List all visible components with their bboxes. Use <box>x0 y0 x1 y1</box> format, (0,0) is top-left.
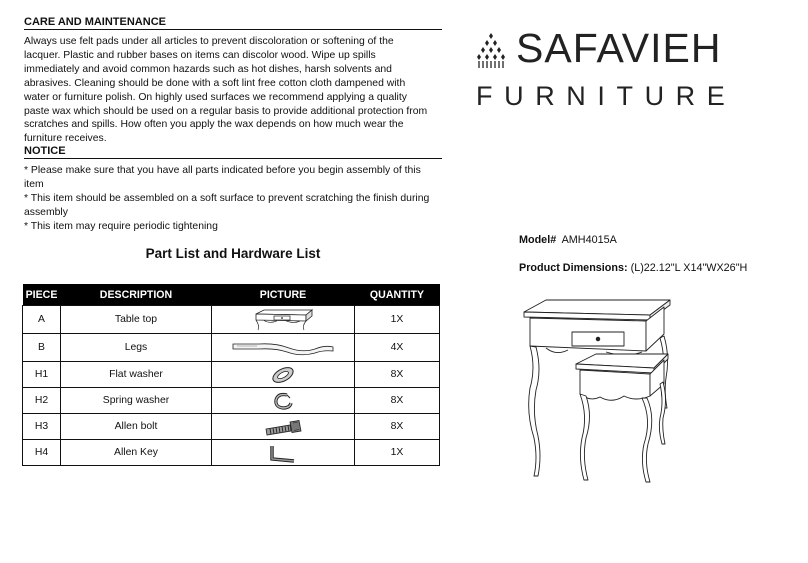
picture-cell <box>212 414 355 440</box>
quantity-cell: 4X <box>355 334 440 362</box>
table-row <box>23 306 440 334</box>
piece-cell: H1 <box>23 362 61 388</box>
picture-cell <box>212 388 355 414</box>
description-cell: Spring washer <box>61 388 212 414</box>
brand-name: SAFAVIEH <box>516 25 722 71</box>
description-cell: Allen bolt <box>61 414 212 440</box>
flat-washer-icon <box>268 365 298 385</box>
part-list-title: Part List and Hardware List <box>145 246 321 261</box>
care-line: lacquer. Plastic and rubber bases on items can discolor wood. Wipe up spills <box>24 49 376 61</box>
care-line: Always use felt pads under all articles to prevent discoloration or softening of the <box>24 36 394 47</box>
quantity-cell: 1X <box>355 440 440 466</box>
dimensions-line <box>519 262 747 274</box>
brand-subtitle: FURNITURE <box>476 81 737 111</box>
description-cell: Legs <box>61 334 212 362</box>
care-heading: CARE AND MAINTENANCE <box>24 16 442 30</box>
notice-line: item <box>24 178 44 190</box>
table-row <box>23 334 440 362</box>
notice-line: assembly <box>24 206 68 218</box>
dimensions-label: Product Dimensions: <box>519 262 628 274</box>
column-header-description: DESCRIPTION <box>61 284 212 306</box>
dimensions-value: (L)22.12"L X14"WX26"H <box>630 262 748 274</box>
piece-cell: A <box>23 306 61 334</box>
picture-cell <box>212 362 355 388</box>
part-list-table <box>22 284 440 466</box>
table-row <box>23 388 440 414</box>
notice-heading: NOTICE <box>24 145 442 159</box>
description-cell: Allen Key <box>61 440 212 466</box>
care-line: abrasives. Cleaning should be done with a soft lint free cotton cloth dampened with <box>24 77 406 89</box>
notice-line: * This item may require periodic tightening <box>24 220 218 232</box>
brand-mark-icon <box>474 31 510 69</box>
piece-cell: H2 <box>23 388 61 414</box>
table-row <box>23 362 440 388</box>
table-top-icon <box>252 308 314 332</box>
piece-cell: H3 <box>23 414 61 440</box>
leg-icon <box>231 339 335 357</box>
care-line: paste wax which should be used on a regular basis to provide additional protection from <box>24 105 428 117</box>
quantity-cell: 8X <box>355 362 440 388</box>
column-header-picture: PICTURE <box>212 284 355 306</box>
care-paragraph <box>24 35 442 146</box>
model-value: AMH4015A <box>561 234 617 246</box>
notice-line: * This item should be assembled on a soft surface to prevent scratching the finish during <box>24 192 430 204</box>
piece-cell: H4 <box>23 440 61 466</box>
nesting-tables-illustration <box>516 298 684 488</box>
care-line: immediately and avoid common hazards such as hot dishes, harsh solvents and <box>24 63 392 75</box>
quantity-cell: 8X <box>355 414 440 440</box>
quantity-cell: 1X <box>355 306 440 334</box>
model-line <box>519 234 617 246</box>
description-cell: Flat washer <box>61 362 212 388</box>
picture-cell <box>212 306 355 334</box>
picture-cell <box>212 440 355 466</box>
table-row <box>23 414 440 440</box>
care-line: scratches and spills. How often you apply the wax depends on how much wear the <box>24 119 404 131</box>
piece-cell: B <box>23 334 61 362</box>
model-label: Model# <box>519 234 557 246</box>
notice-paragraph <box>24 164 442 234</box>
allen-key-icon <box>266 443 300 463</box>
quantity-cell: 8X <box>355 388 440 414</box>
spring-washer-icon <box>268 390 298 412</box>
description-cell: Table top <box>61 306 212 334</box>
allen-bolt-icon <box>263 417 303 437</box>
table-row <box>23 440 440 466</box>
table-header-row <box>23 284 440 306</box>
notice-line: * Please make sure that you have all parts indicated before you begin assembly of this <box>24 165 421 176</box>
care-line: water or furniture polish. On highly used surfaces we recommend applying a quality <box>24 91 407 103</box>
care-line: furniture receives. <box>24 133 107 145</box>
column-header-piece: PIECE <box>23 284 61 306</box>
picture-cell <box>212 334 355 362</box>
column-header-quantity: QUANTITY <box>355 284 440 306</box>
